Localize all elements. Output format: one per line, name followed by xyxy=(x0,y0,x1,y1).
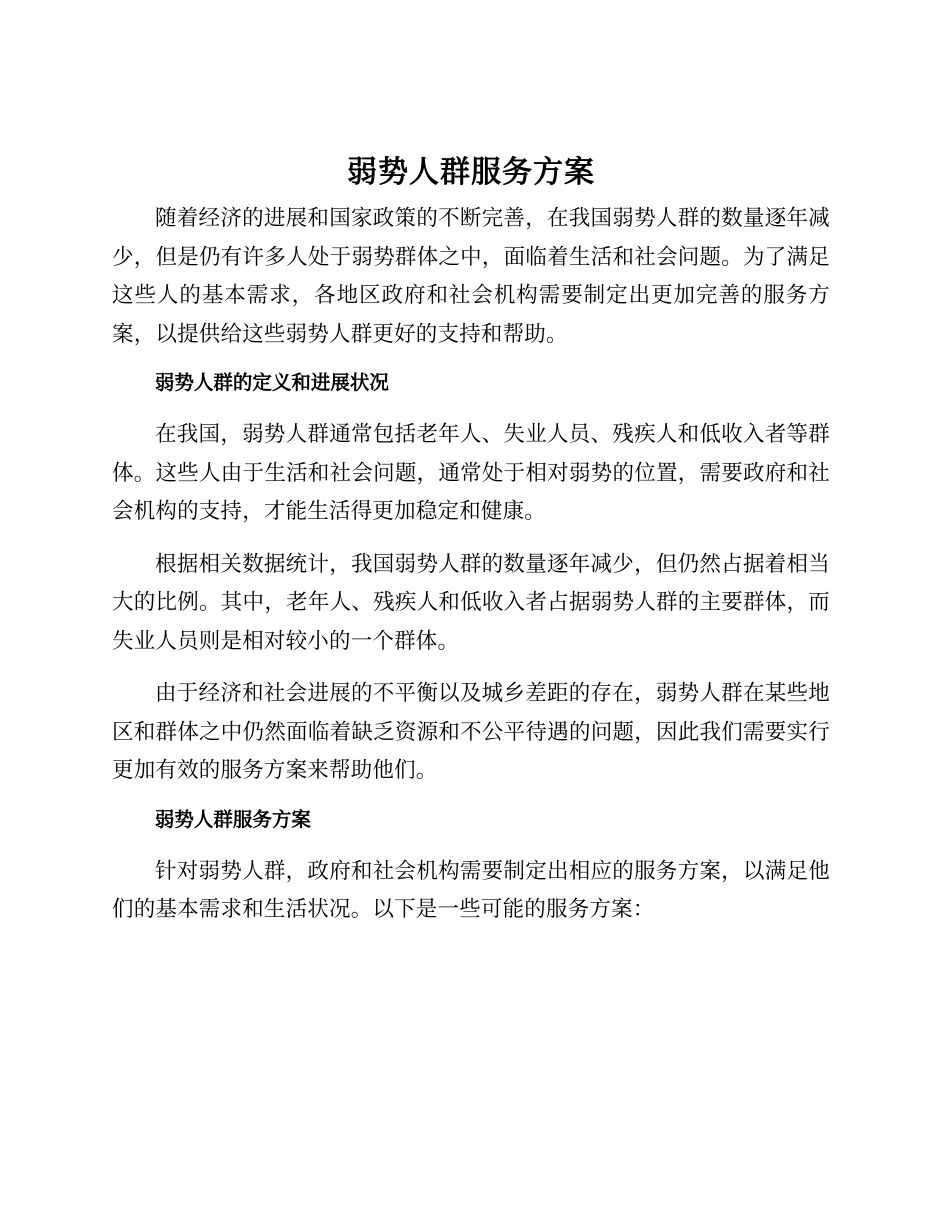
paragraph-service-plan: 针对弱势人群，政府和社会机构需要制定出相应的服务方案，以满足他们的基本需求和生活状况。以下是一些可能的服务方案： xyxy=(112,858,830,922)
section-heading-definition: 弱势人群的定义和进展状况 xyxy=(154,371,389,394)
intro-paragraph: 随着经济的进展和国家政策的不断完善，在我国弱势人群的数量逐年减少，但是仍有许多人处于弱势群体之中，面临着生活和社会问题。为了满足这些人的基本需求，各地区政府和社会机构需要制定出更加完善的服务方案，以提供给这些弱势人群更好的支持和帮助。 xyxy=(112,206,830,347)
paragraph-inequality: 由于经济和社会进展的不平衡以及城乡差距的存在，弱势人群在某些地区和群体之中仍然面临着缺乏资源和不公平待遇的问题，因此我们需要实行更加有效的服务方案来帮助他们。 xyxy=(112,681,830,783)
paragraph-definition: 在我国，弱势人群通常包括老年人、失业人员、残疾人和低收入者等群体。这些人由于生活和社会问题，通常处于相对弱势的位置，需要政府和社会机构的支持，才能生活得更加稳定和健康。 xyxy=(112,422,830,524)
document-title: 弱势人群服务方案 xyxy=(347,155,595,190)
section-heading-service-plan: 弱势人群服务方案 xyxy=(154,807,311,831)
paragraph-statistics: 根据相关数据统计，我国弱势人群的数量逐年减少，但仍然占据着相当大的比例。其中，老年人、残疾人和低收入者占据弱势人群的主要群体，而失业人员则是相对较小的一个群体。 xyxy=(112,551,830,654)
document-body xyxy=(112,150,830,930)
